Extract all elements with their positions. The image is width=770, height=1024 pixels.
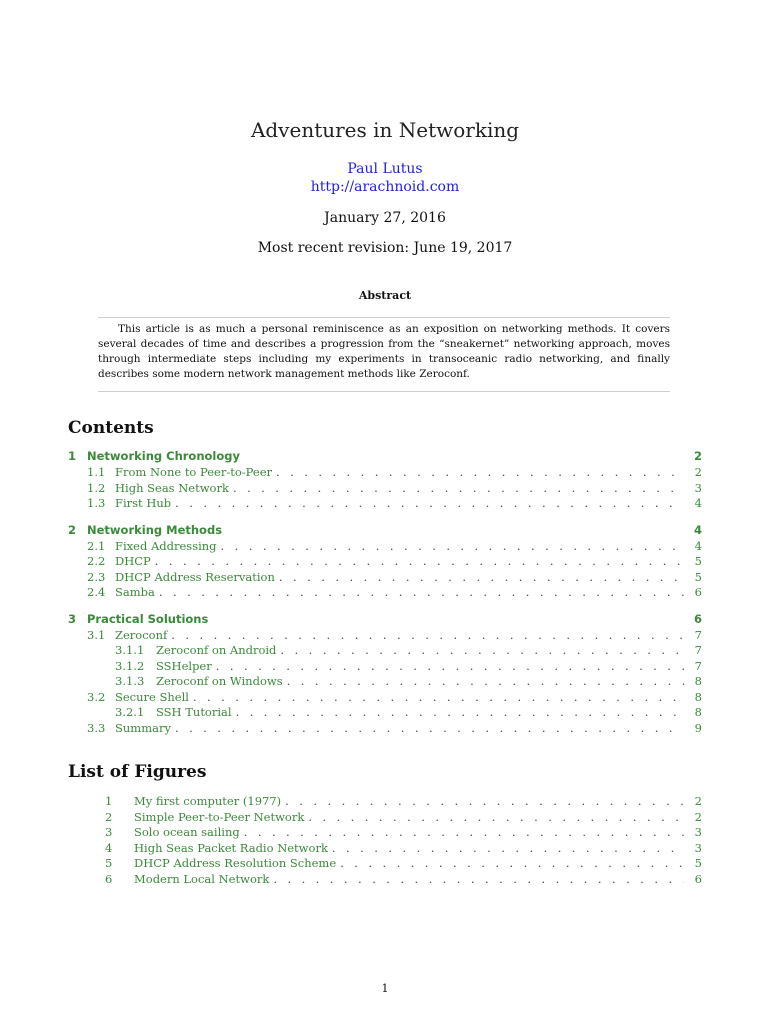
toc-section-1 (68, 449, 702, 512)
toc-entry-page: 2 (693, 449, 702, 463)
toc-entry-label: Samba (115, 585, 155, 599)
toc-entry-label: Networking Chronology (87, 449, 240, 463)
toc-entry-number: 1.1 (87, 465, 106, 479)
toc-entry-page: 8 (694, 705, 702, 719)
dot-leader (236, 705, 684, 719)
toc-section-2 (68, 523, 702, 601)
dot-leader (279, 570, 684, 584)
toc-entry[interactable] (68, 570, 702, 586)
toc-entry-page: 7 (694, 643, 702, 657)
toc-entry-number: 3 (68, 611, 77, 626)
abstract-bottom-rule (98, 391, 670, 392)
toc-entry-number: 3.1.1 (115, 643, 145, 657)
toc-entry-page: 8 (694, 689, 702, 704)
toc-entry-number: 3.1 (87, 627, 106, 642)
toc-entry-number: 1.2 (87, 480, 106, 495)
toc-entry-label: From None to Peer-to-Peer (115, 465, 272, 479)
toc-entry[interactable] (68, 628, 702, 644)
toc-entry-label: DHCP (115, 554, 151, 568)
dot-leader (159, 585, 684, 599)
dot-leader (276, 465, 684, 479)
toc-entry[interactable] (68, 674, 702, 690)
figure-entry-number: 4 (105, 840, 113, 855)
toc-entry-label: Zeroconf on Android (156, 643, 277, 657)
figure-entry-label: High Seas Packet Radio Network (134, 840, 328, 855)
toc-entry-number: 2.2 (87, 554, 106, 568)
figure-entry-number: 2 (105, 809, 113, 824)
figure-entry-number: 1 (105, 794, 113, 808)
figure-entry-page: 5 (694, 856, 702, 870)
toc-entry-number: 2.3 (87, 569, 106, 584)
toc-entry-number: 3.1.2 (115, 658, 145, 673)
figure-entry-number: 5 (105, 856, 113, 870)
figure-entry-page: 6 (694, 871, 702, 886)
toc-entry-page: 4 (693, 522, 702, 537)
toc-entry-number: 2.4 (87, 585, 106, 599)
figure-entry-number: 3 (105, 825, 113, 839)
figure-entry[interactable] (68, 794, 702, 810)
dot-leader (332, 841, 684, 855)
author-url-link[interactable]: http://arachnoid.com (310, 179, 460, 195)
dot-leader (273, 872, 684, 886)
dot-leader (216, 659, 684, 673)
figure-entry[interactable] (68, 825, 702, 841)
toc-entry-label: SSH Tutorial (156, 705, 232, 719)
table-of-contents (68, 449, 702, 747)
toc-entry-page: 7 (694, 627, 702, 642)
contents-heading: Contents (68, 418, 154, 438)
page-number: 1 (381, 982, 389, 995)
figure-entry-label: Modern Local Network (134, 871, 270, 886)
figure-entry-number: 6 (105, 871, 113, 886)
toc-entry-label: Zeroconf (115, 627, 168, 642)
author-link[interactable]: Paul Lutus (347, 161, 423, 177)
toc-entry[interactable] (68, 523, 702, 539)
toc-entry-label: First Hub (115, 496, 172, 510)
toc-entry-page: 4 (694, 538, 702, 553)
dot-leader (175, 721, 684, 735)
figure-entry-page: 2 (694, 809, 702, 824)
toc-entry[interactable] (68, 721, 702, 737)
toc-entry-label: Secure Shell (115, 689, 189, 704)
dot-leader (175, 496, 684, 510)
toc-entry-label: Fixed Addressing (115, 538, 217, 553)
toc-entry-page: 5 (694, 569, 702, 584)
toc-entry[interactable] (68, 585, 702, 601)
dot-leader (155, 554, 684, 568)
figure-entry[interactable] (68, 872, 702, 888)
toc-entry[interactable] (68, 612, 702, 628)
toc-entry-label: SSHelper (156, 658, 212, 673)
toc-entry-page: 8 (694, 674, 702, 688)
toc-entry-number: 1.3 (87, 496, 106, 510)
toc-entry-number: 3.2.1 (115, 705, 145, 719)
toc-entry-page: 6 (694, 585, 702, 599)
figure-entry[interactable] (68, 810, 702, 826)
toc-entry-label: DHCP Address Reservation (115, 569, 275, 584)
toc-entry[interactable] (68, 496, 702, 512)
figure-entry[interactable] (68, 841, 702, 857)
dot-leader (287, 674, 684, 688)
figure-entry-label: DHCP Address Resolution Scheme (134, 856, 337, 870)
toc-entry[interactable] (68, 643, 702, 659)
toc-entry-number: 2.1 (87, 538, 106, 553)
toc-entry[interactable] (68, 705, 702, 721)
figure-entry-page: 3 (694, 840, 702, 855)
toc-entry[interactable] (68, 449, 702, 465)
toc-entry-page: 3 (694, 480, 702, 495)
dot-leader (233, 481, 684, 495)
toc-entry-number: 3.1.3 (115, 674, 145, 688)
toc-entry-number: 1 (68, 449, 77, 463)
abstract-heading: Abstract (358, 289, 412, 302)
toc-entry-number: 3.3 (87, 720, 106, 735)
toc-entry[interactable] (68, 539, 702, 555)
toc-entry[interactable] (68, 481, 702, 497)
figure-entry-label: Solo ocean sailing (134, 825, 240, 839)
document-date: January 27, 2016 (324, 210, 446, 226)
dot-leader (221, 539, 684, 553)
toc-entry-page: 6 (693, 611, 702, 626)
figure-entry-label: Simple Peer-to-Peer Network (134, 809, 305, 824)
dot-leader (244, 825, 684, 839)
toc-entry-label: Zeroconf on Windows (156, 674, 283, 688)
figure-entry-page: 2 (694, 794, 702, 808)
toc-entry-number: 2 (68, 522, 77, 537)
toc-entry-label: Summary (115, 720, 171, 735)
toc-entry-label: High Seas Network (115, 480, 229, 495)
dot-leader (308, 810, 684, 824)
abstract-top-rule (98, 317, 670, 318)
toc-entry-page: 2 (694, 465, 702, 479)
toc-entry-page: 9 (694, 720, 702, 735)
toc-entry[interactable] (68, 659, 702, 675)
figure-entry-label: My first computer (1977) (134, 794, 282, 808)
toc-entry-label: Networking Methods (87, 522, 223, 537)
dot-leader (193, 690, 684, 704)
toc-entry-page: 5 (694, 554, 702, 568)
toc-entry[interactable] (68, 554, 702, 570)
revision-date: Most recent revision: June 19, 2017 (257, 240, 513, 256)
toc-entry-page: 7 (694, 658, 702, 673)
dot-leader (280, 643, 684, 657)
toc-entry[interactable] (68, 465, 702, 481)
dot-leader (171, 628, 684, 642)
abstract-text: This article is as much a personal reminiscence as an exposition on networking methods. It covers several decades of time and describes a progression from the “sneakernet” networking approach, moves through intermediate steps including my experiments in transoceanic radio networking, and finally describes some modern network management methods like Zeroconf. (98, 323, 670, 380)
document-title: Adventures in Networking (250, 118, 520, 142)
dot-leader (340, 856, 684, 870)
list-of-figures (68, 794, 702, 887)
toc-entry[interactable] (68, 690, 702, 706)
figure-entry-page: 3 (694, 825, 702, 839)
toc-section-3 (68, 612, 702, 737)
toc-entry-page: 4 (694, 496, 702, 510)
figure-entry[interactable] (68, 856, 702, 872)
dot-leader (285, 794, 684, 808)
toc-entry-number: 3.2 (87, 689, 106, 704)
toc-entry-label: Practical Solutions (87, 611, 209, 626)
list-of-figures-heading: List of Figures (68, 762, 207, 782)
